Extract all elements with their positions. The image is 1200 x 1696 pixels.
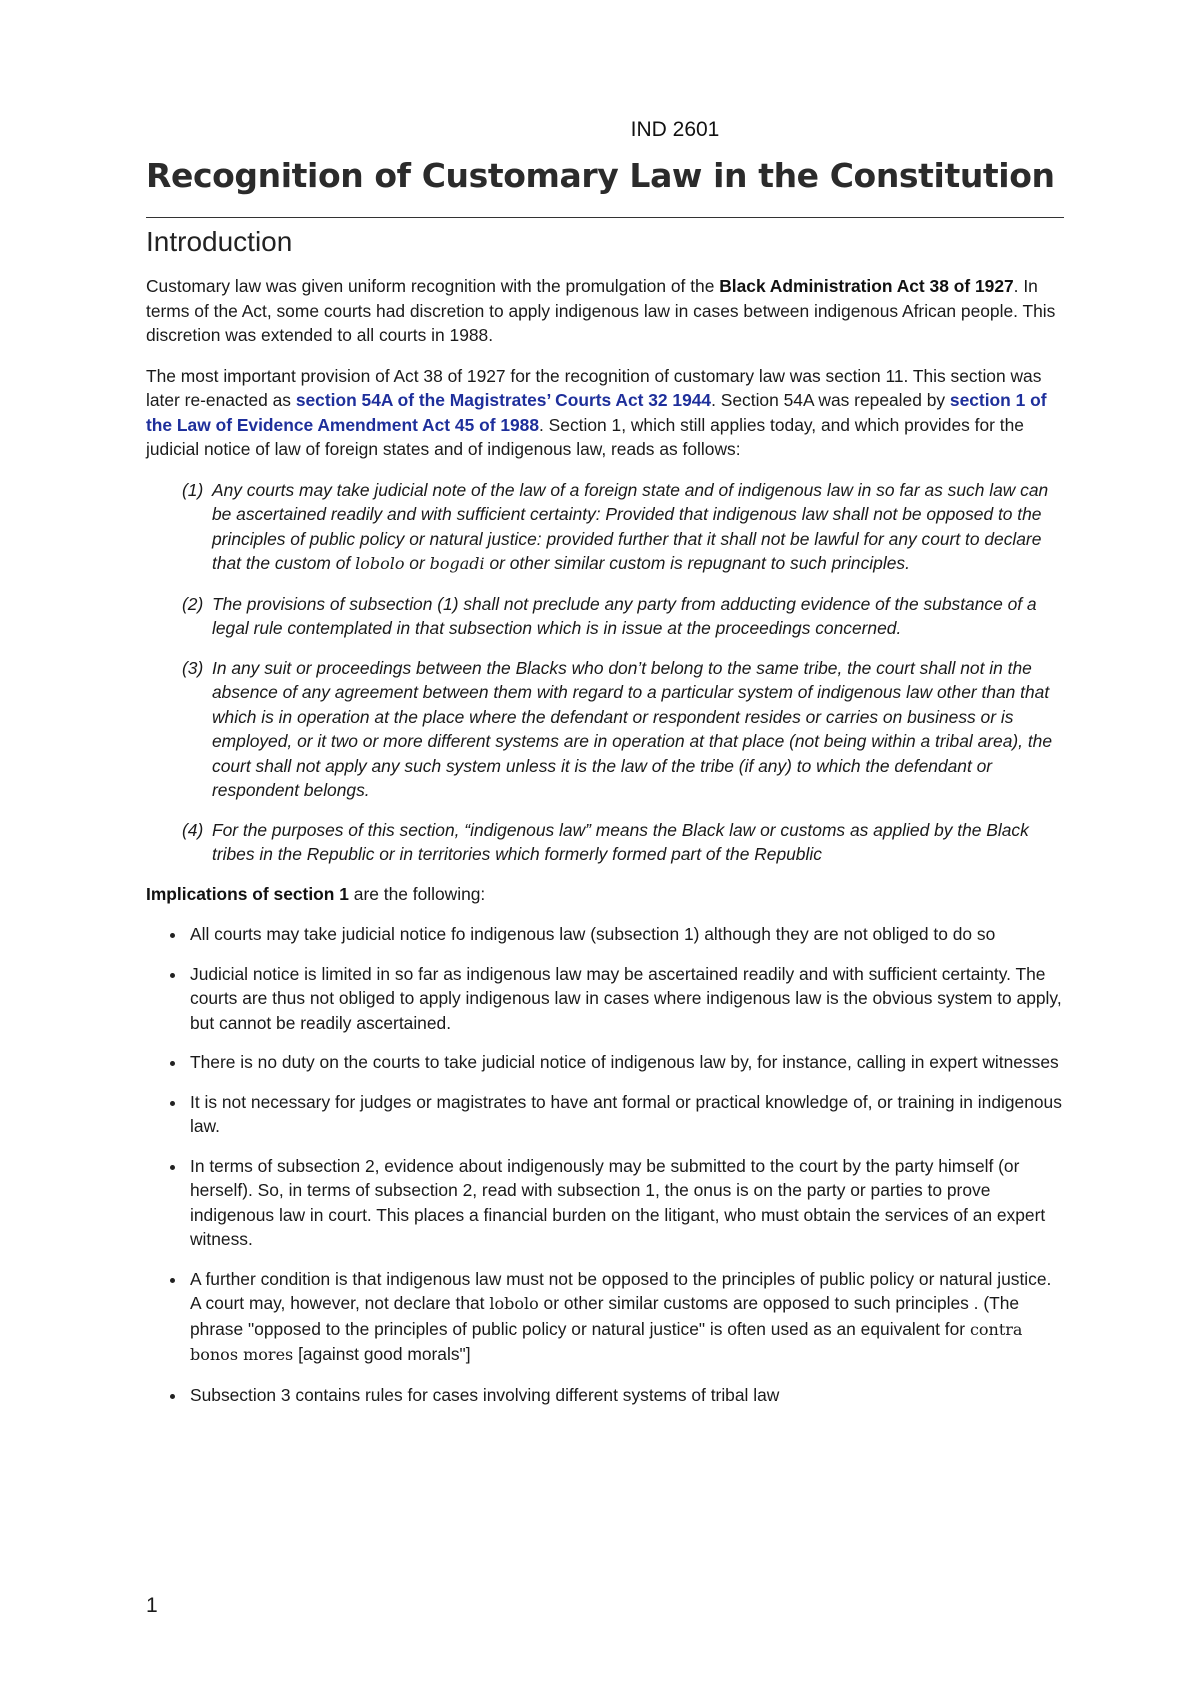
term-bogadi: bogadi	[429, 554, 485, 573]
list-item	[146, 1267, 1064, 1368]
text-run: or other similar custom is repugnant to such principles.	[484, 553, 910, 573]
text-run: or	[404, 553, 430, 573]
text-run: [against good morals"]	[293, 1344, 471, 1364]
text-run: For the purposes of this section, “indigenous law” means the Black law or customs as applied by the Black tribes in the Republic or in territories which formerly formed part of the Republic	[212, 819, 1029, 864]
section-heading-introduction: Introduction	[146, 226, 293, 257]
implications-list	[146, 922, 1064, 1407]
bullet-icon	[170, 1278, 175, 1283]
bullet-icon	[170, 933, 175, 938]
subsection-item	[146, 478, 1064, 577]
implications-heading	[146, 882, 1064, 907]
section-1-subsections	[146, 478, 1064, 867]
text-run: Subsection 3 contains rules for cases involving different systems of tribal law	[190, 1384, 780, 1405]
link-magistrates-courts-act[interactable]: section 54A of the Magistrates’ Courts Act 32 1944	[295, 390, 712, 410]
title-divider	[146, 217, 1064, 218]
act-reference: Black Administration Act 38 of 1927	[719, 276, 1014, 296]
list-item	[146, 1383, 1064, 1408]
list-item	[146, 922, 1064, 947]
text-run: . Section 54A was repealed by	[711, 390, 950, 410]
list-item	[146, 1050, 1064, 1075]
term-contra-bonos-mores: contra bonos mores	[190, 1319, 1023, 1364]
text-run: The most important provision of Act 38 of 1927 for the recognition of customary law was section 11. This section was later re-enacted as	[146, 365, 1042, 410]
link-law-of-evidence-amendment-act[interactable]: section 1 of the Law of Evidence Amendment Act 45 of 1988	[146, 390, 1047, 435]
page-number: 1	[146, 1594, 158, 1617]
subsection-item	[146, 592, 1064, 641]
list-item	[146, 962, 1064, 1036]
term-lobolo: lobolo	[355, 554, 405, 573]
text-run: All courts may take judicial notice fo indigenous law (subsection 1) although they are not obliged to do so	[190, 924, 996, 944]
bullet-icon	[170, 1394, 175, 1399]
text-run: In any suit or proceedings between the Blacks who don’t belong to the same tribe, the court shall not in the absence of any agreement between them with regard to a particular system of indigenous law other than that which is in operation at the place where the defendant or respondent resides or carries on business or is employed, or it two or more different systems are in operation at that place (not being within a tribal area), the court shall not apply any such system unless it is the law of the tribe (if any) to which the defendant or respondent belongs.	[212, 657, 1053, 800]
intro-paragraph-1	[146, 274, 1064, 348]
text-run: . Section 1, which still applies today, and which provides for the judicial notice of law of foreign states and of indigenous law, reads as follows:	[146, 414, 1024, 459]
subsection-item	[146, 656, 1064, 803]
subsection-item	[146, 818, 1064, 867]
text-run: It is not necessary for judges or magistrates to have ant formal or practical knowledge of, or training in indigenous law.	[190, 1091, 1062, 1136]
text-run: There is no duty on the courts to take judicial notice of indigenous law by, for instance, calling in expert witnesses	[190, 1052, 1059, 1072]
text-run: A further condition is that indigenous law must not be opposed to the principles of public policy or natural justice. A court may, however, not declare that	[190, 1268, 1052, 1313]
document-page	[146, 118, 1064, 1422]
text-run: are the following:	[348, 883, 486, 904]
term-lobolo: lobolo	[489, 1294, 539, 1313]
text-run: Customary law was given uniform recognition with the promulgation of the	[146, 276, 720, 296]
bullet-icon	[170, 1165, 175, 1170]
subsection-number: (4)	[182, 819, 204, 840]
bullet-icon	[170, 1061, 175, 1066]
text-run: The provisions of subsection (1) shall not preclude any party from adducting evidence of the substance of a legal rule contemplated in that subsection which is in issue at the proceedings concerned.	[212, 593, 1037, 638]
text-run: or other similar customs are opposed to such principles . (The phrase "opposed to the principles of public policy or natural justice" is often used as an equivalent for	[190, 1293, 1020, 1339]
list-item	[146, 1154, 1064, 1252]
bullet-icon	[170, 973, 175, 978]
text-run: . In terms of the Act, some courts had discretion to apply indigenous law in cases between indigenous African people. This discretion was extended to all courts in 1988.	[146, 276, 1056, 345]
text-run: Any courts may take judicial note of the law of a foreign state and of indigenous law in so far as such law can be ascertained readily and with sufficient certainty: Provided that indigenous law shall not be opposed to the principles of public policy or natural justice: provided further that it shall not be lawful for any court to declare that the custom of	[212, 479, 1049, 573]
text-run: In terms of subsection 2, evidence about indigenously may be submitted to the court by the party himself (or herself). So, in terms of subsection 2, read with subsection 1, the onus is on the party or parties to prove indigenous law in court. This places a financial burden on the litigant, who must obtain the services of an expert witness.	[190, 1155, 1046, 1249]
subsection-number: (2)	[182, 593, 204, 614]
course-code: IND 2601	[630, 118, 720, 141]
bullet-icon	[170, 1101, 175, 1106]
subsection-number: (1)	[182, 479, 204, 500]
intro-paragraph-2	[146, 364, 1064, 462]
document-title: Recognition of Customary Law in the Constitution	[146, 156, 1055, 195]
list-item	[146, 1090, 1064, 1139]
implications-heading-bold: Implications of section 1	[146, 883, 349, 904]
subsection-number: (3)	[182, 657, 204, 678]
text-run: Judicial notice is limited in so far as indigenous law may be ascertained readily and with sufficient certainty. The courts are thus not obliged to apply indigenous law in cases where indigenous law is the obvious system to apply, but cannot be readily ascertained.	[190, 963, 1062, 1033]
